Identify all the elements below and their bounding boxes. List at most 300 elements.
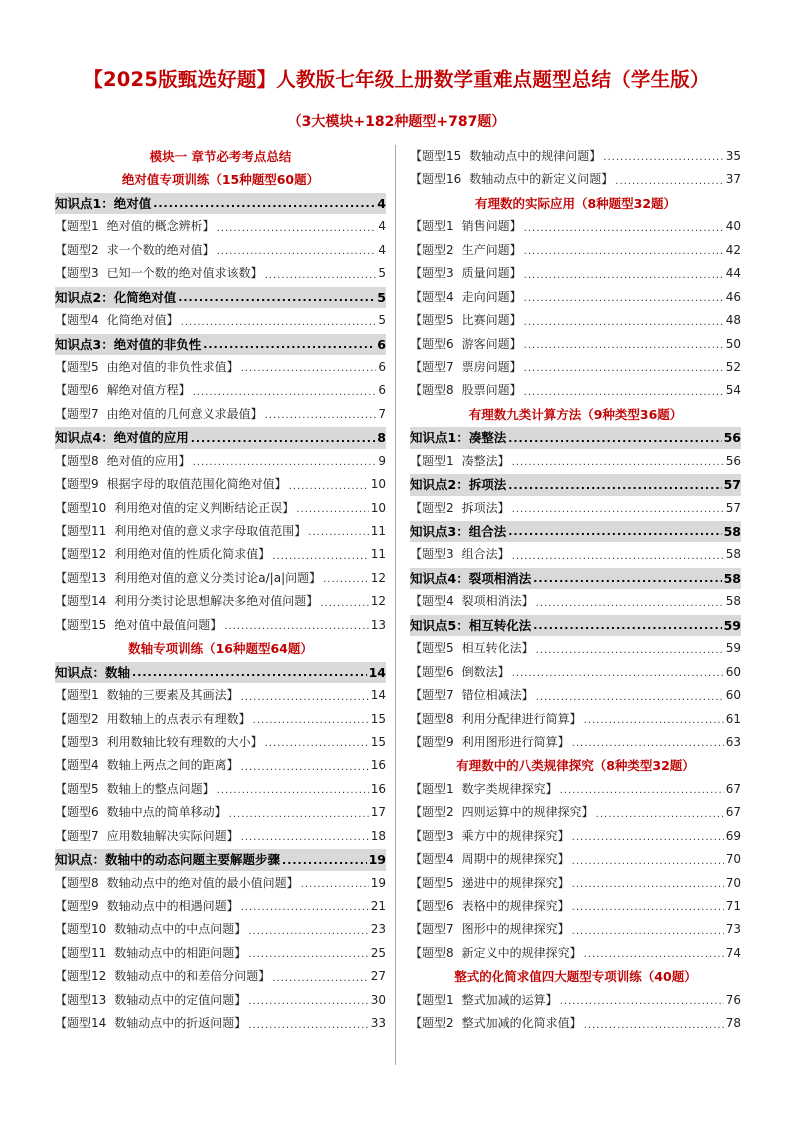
- toc-entry-tag: 【题型12: [55, 547, 107, 562]
- page-number: 19: [370, 875, 386, 890]
- page-number: 33: [370, 1016, 386, 1031]
- toc-entry[interactable]: [55, 567, 386, 590]
- toc-entry[interactable]: [55, 872, 386, 895]
- page-number: 70: [725, 875, 741, 890]
- toc-entry[interactable]: [55, 356, 386, 379]
- toc-entry-label: [410, 497, 510, 520]
- dot-leader: [181, 309, 377, 332]
- toc-entry[interactable]: [410, 239, 741, 262]
- toc-entry-tag: 【题型1: [410, 992, 454, 1007]
- page-number: 37: [725, 172, 741, 187]
- toc-entry-title: 利用绝对值的意义求字母取值范围】: [114, 524, 307, 538]
- toc-entry[interactable]: [410, 543, 741, 566]
- page-number: 78: [725, 1016, 741, 1031]
- toc-entry-label: [410, 872, 570, 895]
- dot-leader: [193, 450, 377, 473]
- toc-knowledge-point[interactable]: [55, 287, 386, 308]
- page-number: 35: [725, 149, 741, 163]
- dot-leader: [512, 543, 724, 566]
- toc-knowledge-point[interactable]: [55, 334, 386, 355]
- toc-entry[interactable]: [55, 543, 386, 566]
- dot-leader: [536, 590, 724, 613]
- dot-leader: [265, 262, 377, 285]
- toc-entry[interactable]: [410, 708, 741, 731]
- toc-entry[interactable]: [410, 309, 741, 332]
- dot-leader: [508, 474, 721, 495]
- dot-leader: [241, 825, 369, 848]
- toc-entry-label: [55, 287, 176, 308]
- toc-entry-title: 递进中的规律探究】: [461, 875, 570, 890]
- dot-leader: [524, 262, 724, 285]
- toc-entry[interactable]: [55, 379, 386, 402]
- toc-entry[interactable]: [55, 1012, 386, 1035]
- toc-entry-label: [55, 334, 201, 355]
- toc-entry[interactable]: [55, 942, 386, 965]
- dot-leader: [229, 801, 369, 824]
- toc-entry[interactable]: [410, 801, 741, 824]
- toc-entry[interactable]: [410, 215, 741, 238]
- dot-leader: [178, 287, 375, 308]
- toc-entry-tag: 【题型14: [55, 594, 107, 609]
- toc-entry-tag: 【题型14: [55, 1016, 107, 1031]
- toc-entry-label: [55, 614, 222, 637]
- dot-leader: [603, 145, 723, 168]
- toc-entry-label: [55, 473, 287, 496]
- toc-entry[interactable]: [410, 942, 741, 965]
- toc-entry-title: 数轴动点中的和差倍分问题】: [114, 969, 271, 984]
- toc-entry[interactable]: [55, 918, 386, 941]
- toc-entry-title: 求一个数的绝对值】: [106, 242, 215, 257]
- toc-entry-label: [55, 427, 189, 448]
- toc-right-column: [410, 145, 741, 1036]
- page-number: 60: [725, 664, 741, 679]
- toc-entry[interactable]: [410, 989, 741, 1012]
- toc-knowledge-point[interactable]: [55, 193, 386, 214]
- dot-leader: [308, 520, 368, 543]
- toc-entry-label: [410, 215, 522, 238]
- page-number: 63: [725, 734, 741, 749]
- page-number: 73: [725, 922, 741, 937]
- toc-entry[interactable]: [55, 708, 386, 731]
- section-heading: [55, 637, 386, 660]
- toc-entry-title: 走向问题】: [461, 289, 522, 304]
- toc-entry-title: 数轴中点的简单移动】: [106, 805, 227, 820]
- toc-entry-tag: 【题型2: [410, 1016, 454, 1031]
- page-number: 10: [370, 500, 386, 515]
- page-number: 61: [725, 711, 741, 726]
- toc-entry-title: 知识点3：绝对值的非负性: [55, 336, 202, 352]
- dot-leader: [301, 872, 369, 895]
- toc-entry-label: [55, 989, 246, 1012]
- page-number: 8: [377, 430, 386, 446]
- page-number: 60: [725, 688, 741, 703]
- toc-entry-title: 知识点：数轴: [55, 664, 131, 680]
- toc-entry-title: 数字类规律探究】: [461, 781, 558, 796]
- toc-entry-title: 利用图形进行简算】: [461, 734, 570, 749]
- toc-entry-tag: 【题型4: [410, 594, 454, 609]
- toc-entry[interactable]: [55, 684, 386, 707]
- dot-leader: [615, 168, 723, 191]
- toc-entry[interactable]: [410, 848, 741, 871]
- page-number: 17: [370, 805, 386, 820]
- toc-entry-tag: 【题型8: [410, 711, 454, 726]
- toc-entry-label: [410, 895, 570, 918]
- page-number: 40: [725, 219, 741, 234]
- toc-entry-title: 票房问题】: [461, 359, 522, 374]
- page-number: 10: [370, 477, 386, 492]
- page-number: 4: [378, 242, 386, 257]
- toc-entry-tag: 【题型4: [55, 758, 99, 773]
- dot-leader: [203, 334, 375, 355]
- page-number: 46: [725, 289, 741, 304]
- toc-entry-title: 数轴上的整点问题】: [106, 781, 215, 796]
- toc-entry[interactable]: [55, 825, 386, 848]
- toc-entry-tag: 【题型8: [55, 875, 99, 890]
- toc-entry-label: [410, 989, 558, 1012]
- section-heading: [55, 145, 386, 168]
- toc-entry[interactable]: [55, 520, 386, 543]
- dot-leader: [524, 215, 724, 238]
- toc-entry[interactable]: [55, 801, 386, 824]
- toc-entry[interactable]: [55, 614, 386, 637]
- dot-leader: [191, 427, 376, 448]
- toc-entry-title: 周期中的规律探究】: [461, 852, 570, 867]
- toc-knowledge-point[interactable]: [410, 568, 741, 589]
- dot-leader: [217, 778, 369, 801]
- dot-leader: [272, 965, 368, 988]
- dot-leader: [241, 684, 369, 707]
- toc-entry-tag: 【题型6: [55, 805, 99, 820]
- toc-entry[interactable]: [410, 731, 741, 754]
- toc-entry-tag: 【题型3: [410, 828, 454, 843]
- toc-entry[interactable]: [55, 239, 386, 262]
- toc-entry[interactable]: [55, 590, 386, 613]
- toc-entry-label: [410, 848, 570, 871]
- toc-entry-label: [410, 333, 522, 356]
- toc-entry-label: [410, 637, 534, 660]
- toc-entry[interactable]: [55, 895, 386, 918]
- toc-entry-title: 绝对值的概念辨析】: [106, 219, 215, 234]
- page-number: 48: [725, 313, 741, 328]
- toc-entry[interactable]: [55, 731, 386, 754]
- page-number: 5: [378, 313, 386, 328]
- toc-entry-label: [410, 474, 506, 495]
- toc-entry-label: [55, 942, 246, 965]
- toc-entry-title: 由绝对值的几何意义求最值】: [106, 406, 263, 421]
- toc-entry-title: 利用绝对值的性质化简求值】: [114, 547, 271, 562]
- dot-leader: [289, 473, 369, 496]
- toc-entry[interactable]: [55, 309, 386, 332]
- toc-entry-label: [410, 450, 510, 473]
- page-number: 14: [368, 664, 386, 680]
- toc-entry-tag: 【题型7: [410, 688, 454, 703]
- toc-entry-tag: 【题型13: [55, 992, 107, 1007]
- dot-leader: [248, 1012, 368, 1035]
- page-number: 13: [370, 617, 386, 632]
- toc-entry-label: [410, 942, 582, 965]
- page-number: 6: [378, 359, 386, 374]
- toc-entry[interactable]: [410, 895, 741, 918]
- toc-entry-label: [410, 708, 582, 731]
- toc-entry-tag: 【题型2: [410, 500, 454, 515]
- toc-entry-tag: 【题型1: [55, 688, 99, 703]
- toc-entry-tag: 【题型7: [55, 406, 99, 421]
- toc-entry-title: 由绝对值的非负性求值】: [106, 359, 239, 374]
- toc-entry-label: [410, 286, 522, 309]
- page-number: 4: [377, 195, 386, 211]
- page-number: 57: [723, 477, 741, 493]
- dot-leader: [524, 356, 724, 379]
- toc-entry[interactable]: [410, 262, 741, 285]
- dot-leader: [536, 637, 724, 660]
- toc-entry-tag: 【题型6: [55, 383, 99, 398]
- toc-entry-title: 数轴动点中的中点问题】: [114, 922, 247, 937]
- toc-entry-tag: 【题型9: [410, 734, 454, 749]
- toc-entry-title: 新定义中的规律探究】: [461, 945, 582, 960]
- toc-entry-tag: 【题型10: [55, 922, 107, 937]
- toc-entry-tag: 【题型3: [410, 547, 454, 562]
- dot-leader: [572, 848, 724, 871]
- toc-entry[interactable]: [55, 497, 386, 520]
- toc-entry-title: 知识点5：相互转化法: [410, 617, 532, 633]
- toc-entry-tag: 【题型8: [55, 453, 99, 468]
- toc-entry-tag: 【题型1: [410, 219, 454, 234]
- toc-entry[interactable]: [410, 356, 741, 379]
- dot-leader: [572, 825, 724, 848]
- toc-entry[interactable]: [410, 497, 741, 520]
- page-number: 52: [725, 359, 741, 374]
- page-number: 71: [725, 899, 741, 913]
- column-divider: [395, 145, 396, 1065]
- toc-entry-tag: 【题型15: [55, 617, 107, 632]
- toc-entry[interactable]: [410, 450, 741, 473]
- toc-entry-tag: 【题型11: [55, 945, 107, 960]
- toc-entry-title: 利用分类讨论思想解决多绝对值问题】: [114, 594, 319, 609]
- toc-entry-label: [55, 497, 294, 520]
- toc-entry-tag: 【题型6: [410, 336, 454, 351]
- toc-knowledge-point[interactable]: [55, 849, 386, 870]
- toc-entry[interactable]: [410, 637, 741, 660]
- dot-leader: [524, 333, 724, 356]
- toc-entry[interactable]: [55, 215, 386, 238]
- page-number: 12: [370, 594, 386, 609]
- toc-entry[interactable]: [410, 684, 741, 707]
- toc-entry-title: 化简绝对值】: [106, 313, 179, 328]
- page-number: 58: [725, 547, 741, 562]
- dot-leader: [241, 356, 377, 379]
- toc-entry[interactable]: [410, 168, 741, 191]
- toc-entry-label: [55, 754, 239, 777]
- dot-leader: [533, 568, 721, 589]
- toc-entry-title: 表格中的规律探究】: [461, 899, 570, 913]
- toc-entry-title: 数轴动点中的定值问题】: [114, 992, 247, 1007]
- toc-entry[interactable]: [55, 754, 386, 777]
- toc-entry-title: 组合法】: [461, 547, 510, 562]
- toc-entry-tag: 【题型8: [410, 945, 454, 960]
- page-number: 23: [370, 922, 386, 937]
- toc-entry-title: 股票问题】: [461, 383, 522, 398]
- page-number: 59: [723, 617, 741, 633]
- section-heading: [410, 192, 741, 215]
- toc-entry-tag: 【题型5: [55, 359, 99, 374]
- toc-entry-title: 知识点3：组合法: [410, 524, 507, 539]
- toc-entry-label: [410, 543, 510, 566]
- toc-entry[interactable]: [410, 661, 741, 684]
- toc-entry-tag: 【题型7: [410, 922, 454, 937]
- dot-leader: [272, 543, 368, 566]
- page-number: 25: [370, 945, 386, 960]
- toc-entry[interactable]: [410, 286, 741, 309]
- toc-entry-tag: 【题型5: [55, 781, 99, 796]
- toc-entry-title: 知识点4：绝对值的应用: [55, 430, 189, 446]
- toc-entry-title: 数轴动点中的相距问题】: [114, 945, 247, 960]
- toc-entry-title: 生产问题】: [461, 242, 522, 257]
- page-number: 56: [725, 453, 741, 468]
- toc-entry-title: 数轴动点中的新定义问题】: [469, 172, 614, 187]
- section-heading-text: 数轴专项训练（16种题型64题）: [128, 641, 313, 657]
- dot-leader: [217, 215, 377, 238]
- toc-entry-title: 已知一个数的绝对值求该数】: [106, 266, 263, 281]
- section-heading-text: 模块一 章节必考考点总结: [149, 149, 292, 164]
- toc-entry-title: 应用数轴解决实际问题】: [106, 828, 239, 843]
- toc-entry[interactable]: [410, 1012, 741, 1035]
- page-number: 56: [723, 430, 741, 446]
- toc-entry-label: [55, 1012, 246, 1035]
- page-number: 30: [370, 992, 386, 1007]
- dot-leader: [508, 521, 721, 542]
- toc-entry-title: 凑整法】: [461, 453, 510, 468]
- toc-entry-title: 整式加减的化简求值】: [461, 1016, 582, 1031]
- dot-leader: [253, 708, 369, 731]
- toc-entry-label: [410, 801, 594, 824]
- toc-knowledge-point[interactable]: [410, 427, 741, 448]
- toc-entry-title: 销售问题】: [461, 219, 522, 234]
- dot-leader: [224, 614, 368, 637]
- toc-entry-tag: 【题型12: [55, 969, 107, 984]
- toc-entry[interactable]: [55, 450, 386, 473]
- toc-entry-label: [410, 168, 613, 191]
- toc-entry-label: [410, 590, 534, 613]
- toc-entry-tag: 【题型3: [55, 734, 99, 749]
- toc-entry-tag: 【题型3: [55, 266, 99, 281]
- section-heading: [410, 754, 741, 777]
- toc-entry[interactable]: [55, 262, 386, 285]
- toc-knowledge-point[interactable]: [55, 662, 386, 683]
- section-heading-text: 有理数的实际应用（8种题型32题）: [474, 195, 677, 211]
- toc-entry[interactable]: [55, 473, 386, 496]
- dot-leader: [193, 379, 377, 402]
- page-number: 69: [725, 828, 741, 843]
- page-number: 67: [725, 781, 741, 796]
- dot-leader: [572, 895, 724, 918]
- page-number: 16: [370, 781, 386, 796]
- toc-entry-label: [55, 379, 191, 402]
- page-number: 11: [370, 524, 386, 538]
- toc-entry-label: [410, 825, 570, 848]
- toc-entry[interactable]: [410, 379, 741, 402]
- dot-leader: [512, 661, 724, 684]
- dot-leader: [153, 193, 375, 214]
- toc-entry-tag: 【题型5: [410, 313, 454, 328]
- section-heading-text: 整式的化简求值四大题型专项训练（40题）: [454, 969, 697, 985]
- toc-entry[interactable]: [55, 989, 386, 1012]
- dot-leader: [217, 239, 377, 262]
- page-number: 57: [725, 500, 741, 515]
- toc-entry-title: 数轴上两点之间的距离】: [106, 758, 239, 773]
- toc-entry-label: [55, 215, 215, 238]
- toc-entry-label: [55, 708, 251, 731]
- page-number: 14: [370, 688, 386, 703]
- toc-entry-tag: 【题型4: [410, 852, 454, 867]
- toc-entry[interactable]: [410, 590, 741, 613]
- toc-entry-label: [410, 615, 531, 636]
- dot-leader: [524, 239, 724, 262]
- toc-entry-tag: 【题型2: [410, 242, 454, 257]
- toc-entry[interactable]: [55, 965, 386, 988]
- page-number: 44: [725, 266, 741, 281]
- page-number: 6: [377, 336, 386, 352]
- toc-entry-label: [55, 731, 263, 754]
- toc-entry-label: [55, 193, 151, 214]
- toc-entry[interactable]: [55, 778, 386, 801]
- toc-entry[interactable]: [55, 403, 386, 426]
- toc-knowledge-point[interactable]: [410, 615, 741, 636]
- toc-entry-title: 数轴的三要素及其画法】: [106, 688, 239, 703]
- dot-leader: [248, 989, 368, 1012]
- dot-leader: [584, 708, 724, 731]
- toc-entry-tag: 【题型9: [55, 477, 99, 492]
- toc-knowledge-point[interactable]: [55, 427, 386, 448]
- toc-entry-title: 绝对值中最值问题】: [114, 617, 223, 632]
- toc-entry-title: 利用数轴比较有理数的大小】: [106, 734, 263, 749]
- toc-entry[interactable]: [410, 918, 741, 941]
- toc-entry-title: 图形中的规律探究】: [461, 922, 570, 937]
- toc-entry-title: 解绝对值方程】: [106, 383, 191, 398]
- page-number: 76: [725, 992, 741, 1007]
- toc-entry-title: 知识点1：凑整法: [410, 430, 507, 446]
- toc-entry-title: 裂项相消法】: [461, 594, 534, 609]
- section-heading: [410, 965, 741, 988]
- toc-entry-label: [410, 661, 510, 684]
- toc-entry-title: 数轴动点中的折返问题】: [114, 1016, 247, 1031]
- toc-entry-label: [55, 356, 239, 379]
- toc-entry-label: [55, 684, 239, 707]
- toc-entry[interactable]: [410, 333, 741, 356]
- toc-knowledge-point[interactable]: [410, 521, 741, 542]
- toc-entry-title: 用数轴上的点表示有理数】: [106, 711, 251, 726]
- toc-entry-tag: 【题型10: [55, 500, 107, 515]
- dot-leader: [596, 801, 724, 824]
- toc-entry-title: 根据字母的取值范围化简绝对值】: [106, 477, 287, 492]
- toc-entry[interactable]: [410, 872, 741, 895]
- dot-leader: [241, 754, 369, 777]
- dot-leader: [265, 731, 369, 754]
- toc-entry-tag: 【题型1: [410, 453, 454, 468]
- toc-entry[interactable]: [410, 778, 741, 801]
- toc-entry-title: 比赛问题】: [461, 313, 522, 328]
- page-number: 21: [370, 899, 386, 913]
- toc-entry[interactable]: [410, 825, 741, 848]
- toc-entry-title: 利用分配律进行简算】: [461, 711, 582, 726]
- dot-leader: [132, 662, 367, 683]
- toc-entry-label: [410, 145, 601, 168]
- page-number: 19: [368, 852, 386, 868]
- toc-entry-label: [55, 918, 246, 941]
- dot-leader: [512, 497, 724, 520]
- toc-entry[interactable]: [410, 145, 741, 168]
- toc-knowledge-point[interactable]: [410, 474, 741, 495]
- dot-leader: [320, 590, 368, 613]
